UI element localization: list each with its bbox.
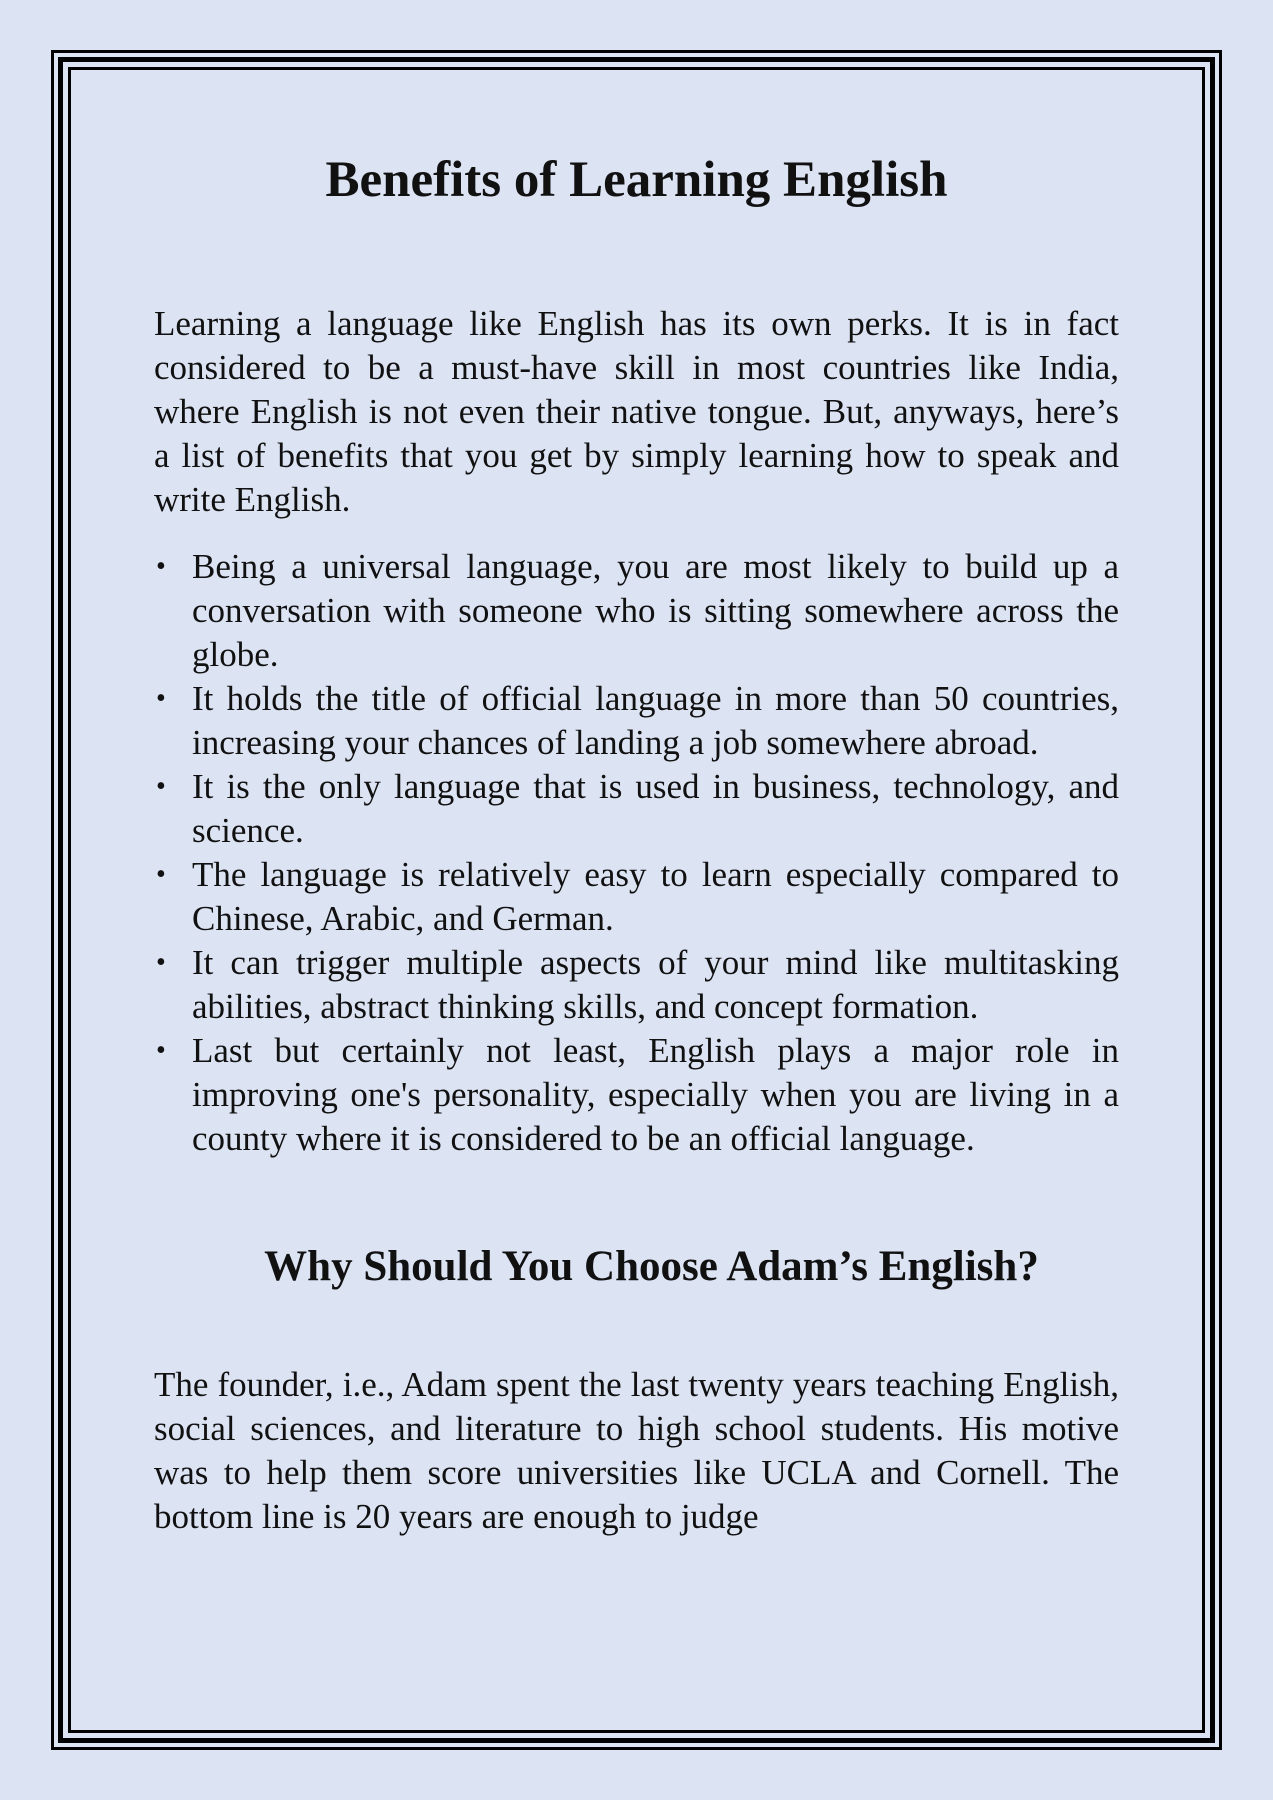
list-item-text: It can trigger multiple aspects of your mind like multitasking abilities, abstract thinking skills, and concept formation.	[192, 943, 1119, 1027]
intro-paragraph: Learning a language like English has its own perks. It is in fact considered to be a must-have skill in most countries like India, where English is not even their native tongue. But, anyways, here’s a list of benefits that you get by simply learning how to speak and write English.	[154, 304, 1119, 520]
list-item	[154, 853, 1119, 941]
bullet-icon: •	[156, 859, 166, 891]
section-heading: Why Should You Choose Adam’s English?	[264, 1243, 1039, 1291]
list-item	[154, 545, 1119, 677]
list-item-text: The language is relatively easy to learn especially compared to Chinese, Arabic, and German.	[192, 855, 1119, 939]
list-item-text: Being a universal language, you are most likely to build up a conversation with someone who is sitting somewhere across the globe.	[192, 547, 1119, 675]
document-content	[154, 150, 1119, 1539]
bullet-icon: •	[156, 683, 166, 715]
list-item-text: Last but certainly not least, English plays a major role in improving one's personality, especially when you are living in a county where it is considered to be an official language.	[192, 1031, 1119, 1159]
page-title: Benefits of Learning English	[325, 152, 948, 208]
section-paragraph: The founder, i.e., Adam spent the last twenty years teaching English, social sciences, and literature to high school students. His motive was to help them score universities like UCLA and Cornell. The bottom line is 20 years are enough to judge	[154, 1364, 1119, 1536]
benefits-list	[154, 545, 1119, 1161]
list-item	[154, 1029, 1119, 1161]
bullet-icon: •	[156, 771, 166, 803]
list-item	[154, 765, 1119, 853]
list-item	[154, 941, 1119, 1029]
bullet-icon: •	[156, 947, 166, 979]
list-item	[154, 677, 1119, 765]
bullet-icon: •	[156, 551, 166, 583]
bullet-icon: •	[156, 1035, 166, 1067]
list-item-text: It holds the title of official language in more than 50 countries, increasing your chances of landing a job somewhere abroad.	[192, 679, 1119, 763]
list-item-text: It is the only language that is used in business, technology, and science.	[192, 767, 1119, 851]
